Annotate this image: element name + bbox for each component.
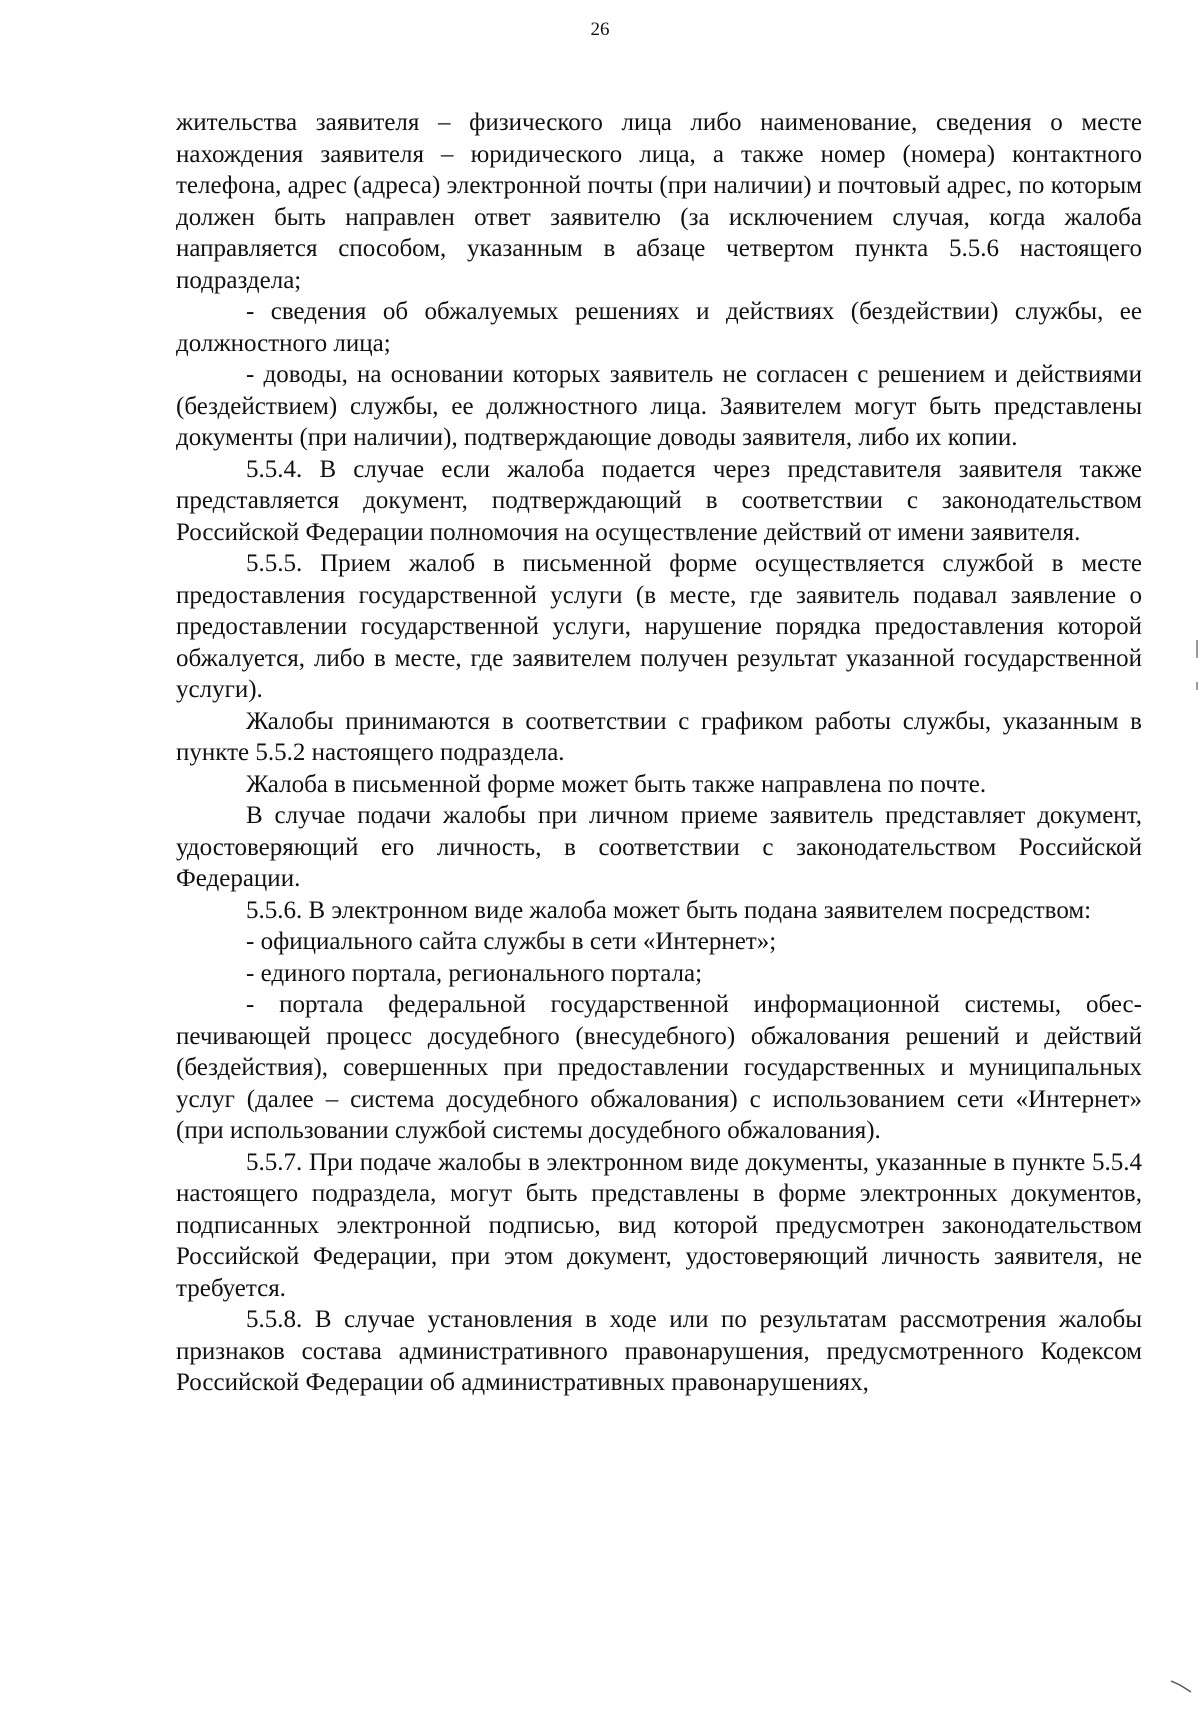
paragraph: 5.5.7. При подаче жалобы в электронном виде документы, указанные в пункте 5.5.4 настоящего подраздела, могут быть представлены в форме электронных документов, подписанных электронной подписью, вид которой предусмотрен законодательством Российской Федерации, при этом документ, удостоверяющий личность заявителя, не требуется. (176, 1148, 1142, 1302)
paragraph: - доводы, на основании которых заявитель не согласен с решением и действиями (бездействием) службы, ее должностного лица. Заявителем могут быть представлены документы (при наличии), подтверждающие доводы заявителя, либо их копии. (176, 361, 1142, 451)
paragraph: В случае подачи жалобы при личном приеме заявитель представляет документ, удостоверяющий его личность, в соответствии с законодательством Российской Федерации. (176, 802, 1142, 892)
paragraph: 5.5.8. В случае установления в ходе или по результатам рассмотрения жалобы признаков состава административного правонарушения, предусмотренного Кодексом Российской Федерации об административных правонарушениях, (176, 1306, 1142, 1396)
paragraph: Жалоба в письменной форме может быть также направлена по почте. (246, 770, 987, 798)
paragraph: 5.5.5. Прием жалоб в письменной форме осуществляется службой в месте предоставления государственной услуги (в месте, где заявитель подавал заявление о предоставлении государственной услуги, нарушение порядка предоставления которой обжалуется, либо в месте, где заявителем получен результат указанной государственной услуги). (176, 550, 1142, 703)
paragraph: Жалобы принимаются в соответствии с графиком работы службы, указанным в пункте 5.5.2 настоящего подраздела. (176, 707, 1142, 766)
paragraph: - единого портала, регионального портала; (246, 959, 703, 987)
paragraph: - официального сайта службы в сети «Интернет»; (246, 928, 777, 955)
scan-edge-mark (1196, 640, 1198, 658)
scan-corner-mark (1170, 1679, 1192, 1693)
body-text (176, 107, 1142, 1399)
scan-edge-mark (1196, 682, 1198, 690)
paragraph: - портала федеральной государственной информационной системы, обеспечивающей процесс досудебного (внесудебного) обжалования решений и действий (бездействия), совершенных при предоставлении государственных и муниципальных услуг (далее – система досудебного обжалования) с использованием сети «Интернет» (при использовании службой системы досудебного обжалования). (176, 991, 1142, 1144)
paragraph: - сведения об обжалуемых решениях и действиях (бездействии) службы, ее должностного лица; (176, 298, 1142, 357)
paragraph: 5.5.4. В случае если жалоба подается через представителя заявителя также представляется документ, подтверждающий в соответствии с законодательством Российской Федерации полномочия на осуществление действий от имени заявителя. (176, 455, 1142, 546)
paragraph: 5.5.6. В электронном виде жалоба может быть подана заявителем посредством: (246, 896, 1092, 924)
paragraph: жительства заявителя – физического лица либо наименование, сведения о месте нахождения заявителя – юридического лица, а также номер (номера) контактного телефона, адрес (адреса) электронной почты (при наличии) и почтовый адрес, по которым должен быть направлен ответ заявителю (за исключением случая, когда жалоба направляется способом, указанным в абзаце четвертом пункта 5.5.6 настоящего подраздела; (176, 109, 1142, 294)
page-number: 26 (590, 19, 610, 40)
